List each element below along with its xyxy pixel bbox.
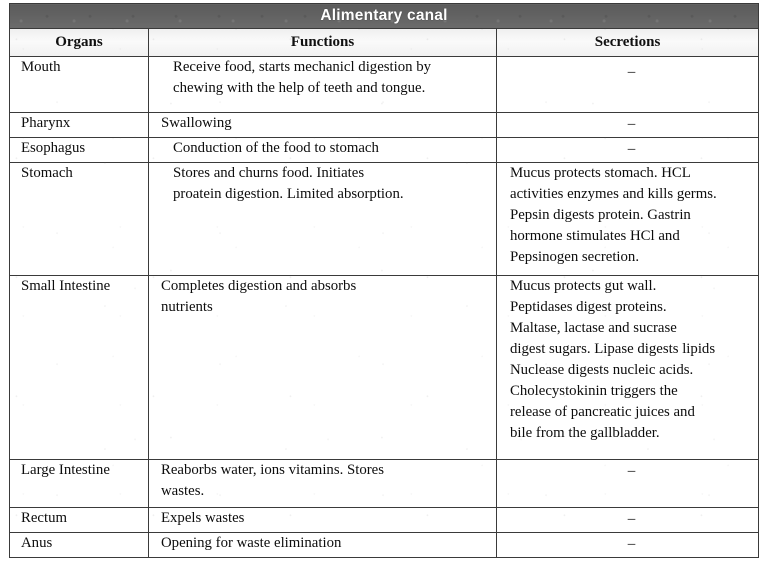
- organ-cell: [10, 113, 149, 138]
- secretion-line: Mucus protects gut wall.: [510, 278, 657, 294]
- organ-name: Small Intestine: [21, 278, 111, 294]
- table-title-cell: [10, 4, 759, 29]
- function-line: chewing with the help of teeth and tongue.: [173, 80, 426, 96]
- secretion-dash: –: [627, 463, 636, 479]
- secretions-cell: [497, 508, 759, 533]
- organ-cell: [10, 533, 149, 558]
- secretion-dash: –: [627, 536, 636, 552]
- secretions-cell: [497, 460, 759, 508]
- functions-cell: [149, 276, 497, 460]
- column-header-functions-label: Functions: [290, 34, 355, 50]
- secretions-cell: [497, 533, 759, 558]
- table-row: [10, 460, 759, 508]
- secretion-line: activities enzymes and kills germs.: [510, 186, 717, 202]
- organ-cell: [10, 276, 149, 460]
- secretion-line: Peptidases digest proteins.: [510, 299, 667, 315]
- organ-name: Stomach: [21, 165, 73, 181]
- secretion-line: Maltase, lactase and sucrase: [510, 320, 677, 336]
- function-line: Conduction of the food to stomach: [173, 140, 379, 156]
- secretion-dash: –: [627, 64, 636, 80]
- alimentary-canal-table-container: [9, 3, 758, 558]
- secretions-cell: [497, 163, 759, 276]
- functions-cell: [149, 57, 497, 113]
- organ-cell: [10, 508, 149, 533]
- column-header-organs-label: Organs: [55, 34, 103, 50]
- secretions-cell: [497, 113, 759, 138]
- function-line: Expels wastes: [161, 510, 245, 526]
- function-line: wastes.: [161, 483, 205, 499]
- table-banner-row: [10, 4, 759, 29]
- secretion-dash: –: [627, 511, 636, 527]
- secretion-line: Pepsinogen secretion.: [510, 249, 640, 265]
- secretions-cell: [497, 276, 759, 460]
- organ-name: Anus: [21, 535, 53, 551]
- secretion-line: digest sugars. Lipase digests lipids: [510, 341, 716, 357]
- table-title: Alimentary canal: [320, 7, 448, 24]
- organ-name: Rectum: [21, 510, 68, 526]
- secretion-dash: –: [627, 141, 636, 157]
- function-line: Completes digestion and absorbs: [161, 278, 357, 294]
- functions-cell: [149, 113, 497, 138]
- table-row: [10, 113, 759, 138]
- column-header-secretions-label: Secretions: [594, 34, 661, 50]
- table-row: [10, 276, 759, 460]
- secretion-line: bile from the gallbladder.: [510, 425, 660, 441]
- secretion-line: Cholecystokinin triggers the: [510, 383, 678, 399]
- function-line: Reaborbs water, ions vitamins. Stores: [161, 462, 384, 478]
- functions-cell: [149, 533, 497, 558]
- table-row: [10, 533, 759, 558]
- organ-cell: [10, 57, 149, 113]
- alimentary-canal-table: [9, 3, 759, 558]
- secretion-line: Pepsin digests protein. Gastrin: [510, 207, 691, 223]
- functions-cell: [149, 163, 497, 276]
- functions-cell: [149, 460, 497, 508]
- column-header-organs: [10, 29, 149, 57]
- function-line: Stores and churns food. Initiates: [173, 165, 365, 181]
- secretion-line: release of pancreatic juices and: [510, 404, 695, 420]
- column-header-secretions: [497, 29, 759, 57]
- function-line: Receive food, starts mechanicl digestion by: [173, 59, 432, 75]
- organ-name: Large Intestine: [21, 462, 110, 478]
- table-row: [10, 57, 759, 113]
- secretion-dash: –: [627, 116, 636, 132]
- organ-name: Esophagus: [21, 140, 86, 156]
- organ-cell: [10, 163, 149, 276]
- table-row: [10, 163, 759, 276]
- function-line: proatein digestion. Limited absorption.: [173, 186, 404, 202]
- table-row: [10, 508, 759, 533]
- organ-name: Pharynx: [21, 115, 71, 131]
- organ-cell: [10, 460, 149, 508]
- organ-name: Mouth: [21, 59, 61, 75]
- function-line: Swallowing: [161, 115, 232, 131]
- secretion-line: hormone stimulates HCl and: [510, 228, 680, 244]
- secretion-line: Mucus protects stomach. HCL: [510, 165, 691, 181]
- function-line: Opening for waste elimination: [161, 535, 342, 551]
- function-line: nutrients: [161, 299, 213, 315]
- column-header-functions: [149, 29, 497, 57]
- functions-cell: [149, 508, 497, 533]
- table-row: [10, 138, 759, 163]
- organ-cell: [10, 138, 149, 163]
- secretions-cell: [497, 138, 759, 163]
- secretion-line: Nuclease digests nucleic acids.: [510, 362, 694, 378]
- column-header-row: [10, 29, 759, 57]
- functions-cell: [149, 138, 497, 163]
- secretions-cell: [497, 57, 759, 113]
